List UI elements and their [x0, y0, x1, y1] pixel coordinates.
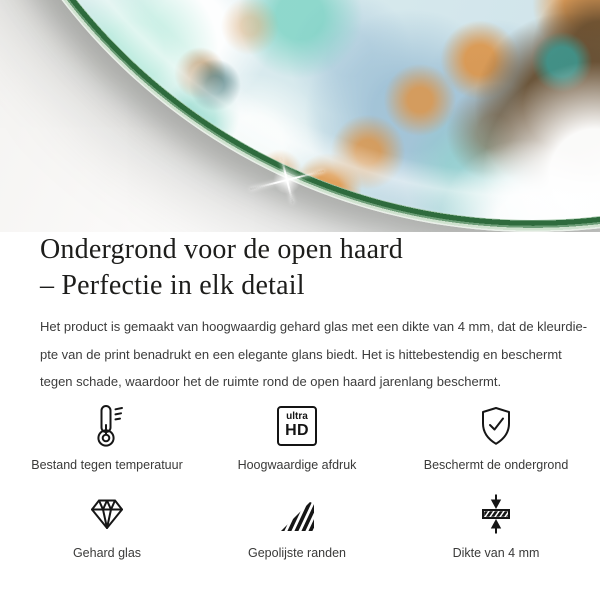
polished-edges-icon	[280, 492, 314, 536]
feature-item-polished-edges	[202, 492, 392, 560]
ultra-hd-icon: ultra HD	[277, 404, 317, 448]
glass-disc-edge	[0, 0, 600, 232]
feature-label: Bestand tegen temperatuur	[31, 457, 183, 472]
feature-item-tempered-glass	[12, 492, 202, 560]
description-line: tegen schade, waardoor het de ruimte rond de open haard jarenlang beschermt.	[40, 374, 502, 389]
glass-marble-artwork	[0, 0, 600, 220]
thickness-icon	[477, 492, 515, 536]
title-line-1: Ondergrond voor de open haard	[40, 234, 403, 265]
feature-item-thickness	[392, 492, 600, 560]
description-line: pte van de print benadrukt en een elegante glans biedt. Het is hittebestendig en beschermt	[40, 346, 562, 362]
feature-item-protect	[392, 404, 600, 472]
diamond-icon	[88, 492, 126, 536]
description-line: Het product is gemaakt van hoogwaardig gehard glas met een dikte van 4 mm, dat de kleurdie-	[40, 319, 588, 334]
feature-label: Dikte van 4 mm	[452, 545, 540, 560]
feature-label: Gehard glas	[72, 545, 142, 560]
product-hero-image	[0, 0, 600, 232]
feature-item-temperature	[12, 404, 202, 472]
product-description	[40, 313, 588, 396]
page-title	[40, 232, 560, 304]
feature-label: Beschermt de ondergrond	[423, 457, 569, 472]
shield-check-icon	[477, 404, 515, 448]
features-grid	[0, 404, 600, 560]
title-line-2: – Perfectie in elk detail	[40, 270, 305, 301]
feature-label: Gepolijste randen	[248, 545, 346, 560]
feature-item-print	[202, 404, 392, 472]
thermometer-icon	[88, 404, 126, 448]
feature-label: Hoogwaardige afdruk	[237, 457, 357, 472]
